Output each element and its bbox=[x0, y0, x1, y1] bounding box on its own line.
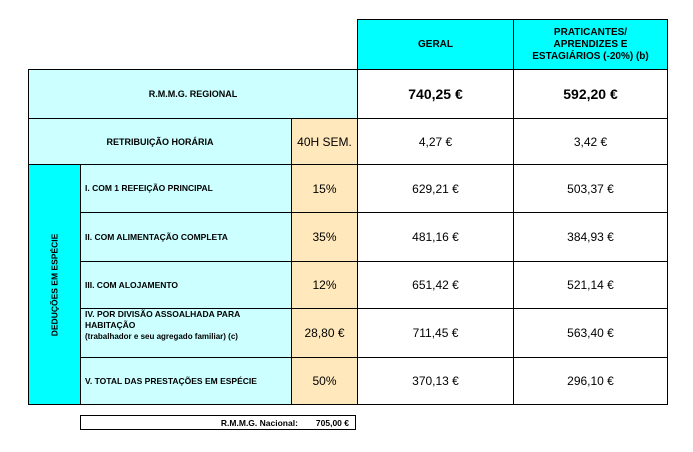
deducao-row-2-geral bbox=[357, 212, 514, 262]
deducao-row-2-label-text: II. COM ALIMENTAÇÃO COMPLETA bbox=[85, 231, 228, 242]
deducao-row-4-label-note: (trabalhador e seu agregado familiar) (c) bbox=[85, 332, 238, 341]
deducao-row-4-geral-value: 711,45 € bbox=[412, 326, 459, 340]
nacional-label: R.M.M.G. Nacional: bbox=[220, 417, 298, 428]
horaria-factor bbox=[291, 118, 358, 165]
deducao-row-1-praticantes bbox=[513, 164, 668, 213]
deducao-row-1-geral bbox=[357, 164, 514, 213]
deducao-row-4-geral bbox=[357, 308, 514, 358]
deducao-row-3-praticantes-value: 521,14 € bbox=[567, 278, 614, 292]
deducao-row-4-factor bbox=[291, 308, 358, 358]
deducoes-label-text: DEDUÇÕES EM ESPÉCIE bbox=[49, 233, 60, 336]
deducoes-label bbox=[28, 164, 81, 405]
deducao-row-1-geral-value: 629,21 € bbox=[412, 181, 459, 196]
deducao-row-5-factor-value: 50% bbox=[312, 374, 337, 388]
deducao-row-1-factor-value: 15% bbox=[312, 181, 337, 196]
deducao-row-3-factor-value: 12% bbox=[312, 278, 337, 292]
horaria-geral bbox=[357, 118, 514, 165]
deducao-row-5-label-text: V. TOTAL DAS PRESTAÇÕES EM ESPÉCIE bbox=[85, 375, 257, 386]
header-geral-label: GERAL bbox=[418, 38, 453, 50]
deducao-row-4-label-line-2: HABITAÇÃO bbox=[85, 320, 136, 330]
deducao-row-4-factor-value: 28,80 € bbox=[304, 326, 345, 340]
regional-geral bbox=[357, 69, 514, 119]
horaria-praticantes bbox=[513, 118, 668, 165]
deducao-row-4-praticantes-value: 563,40 € bbox=[567, 326, 614, 340]
deducao-row-5-praticantes-value: 296,10 € bbox=[567, 374, 614, 388]
horaria-factor-value: 40H SEM. bbox=[297, 134, 352, 149]
horaria-label-text: RETRIBUIÇÃO HORÁRIA bbox=[106, 136, 214, 147]
deducao-row-2-factor bbox=[291, 212, 358, 262]
deducao-row-1-label bbox=[80, 164, 292, 213]
deducao-row-3-geral-value: 651,42 € bbox=[412, 278, 459, 292]
deducao-row-2-praticantes bbox=[513, 212, 668, 262]
deducao-row-2-geral-value: 481,16 € bbox=[412, 230, 459, 244]
header-praticantes-line-2: APRENDIZES E bbox=[553, 38, 628, 50]
horaria-praticantes-value: 3,42 € bbox=[573, 134, 608, 149]
horaria-label bbox=[28, 118, 292, 165]
header-geral bbox=[357, 19, 514, 70]
deducao-row-1-praticantes-value: 503,37 € bbox=[567, 181, 614, 196]
nacional-value: 705,00 € bbox=[315, 417, 349, 428]
deducao-row-2-label bbox=[80, 212, 292, 262]
horaria-geral-value: 4,27 € bbox=[418, 134, 453, 149]
regional-geral-value: 740,25 € bbox=[408, 86, 463, 102]
deducao-row-3-factor bbox=[291, 261, 358, 309]
deducao-row-4-label bbox=[80, 308, 292, 358]
deducao-row-5-geral bbox=[357, 357, 514, 405]
regional-label bbox=[28, 69, 358, 119]
deducao-row-5-praticantes bbox=[513, 357, 668, 405]
deducao-row-5-factor bbox=[291, 357, 358, 405]
header-praticantes bbox=[513, 19, 668, 70]
nacional-footer bbox=[80, 415, 356, 430]
header-praticantes-line-1: PRATICANTES/ bbox=[553, 26, 628, 38]
deducao-row-5-label bbox=[80, 357, 292, 405]
deducao-row-3-geral bbox=[357, 261, 514, 309]
header-praticantes-line-3: ESTAGIÁRIOS (-20%) (b) bbox=[532, 50, 649, 62]
deducao-row-4-label-line-1: IV. POR DIVISÃO ASSOALHADA PARA bbox=[85, 309, 241, 319]
deducao-row-3-label-text: III. COM ALOJAMENTO bbox=[85, 279, 179, 290]
regional-praticantes-value: 592,20 € bbox=[563, 86, 618, 102]
deducao-row-3-label bbox=[80, 261, 292, 309]
deducao-row-2-factor-value: 35% bbox=[312, 230, 337, 244]
deducao-row-2-praticantes-value: 384,93 € bbox=[567, 230, 614, 244]
regional-label-text: R.M.M.G. REGIONAL bbox=[148, 89, 238, 99]
deducao-row-1-label-text: I. COM 1 REFEIÇÃO PRINCIPAL bbox=[85, 183, 213, 193]
deducao-row-3-praticantes bbox=[513, 261, 668, 309]
regional-praticantes bbox=[513, 69, 668, 119]
deducao-row-4-praticantes bbox=[513, 308, 668, 358]
deducao-row-1-factor bbox=[291, 164, 358, 213]
deducao-row-5-geral-value: 370,13 € bbox=[412, 374, 459, 388]
